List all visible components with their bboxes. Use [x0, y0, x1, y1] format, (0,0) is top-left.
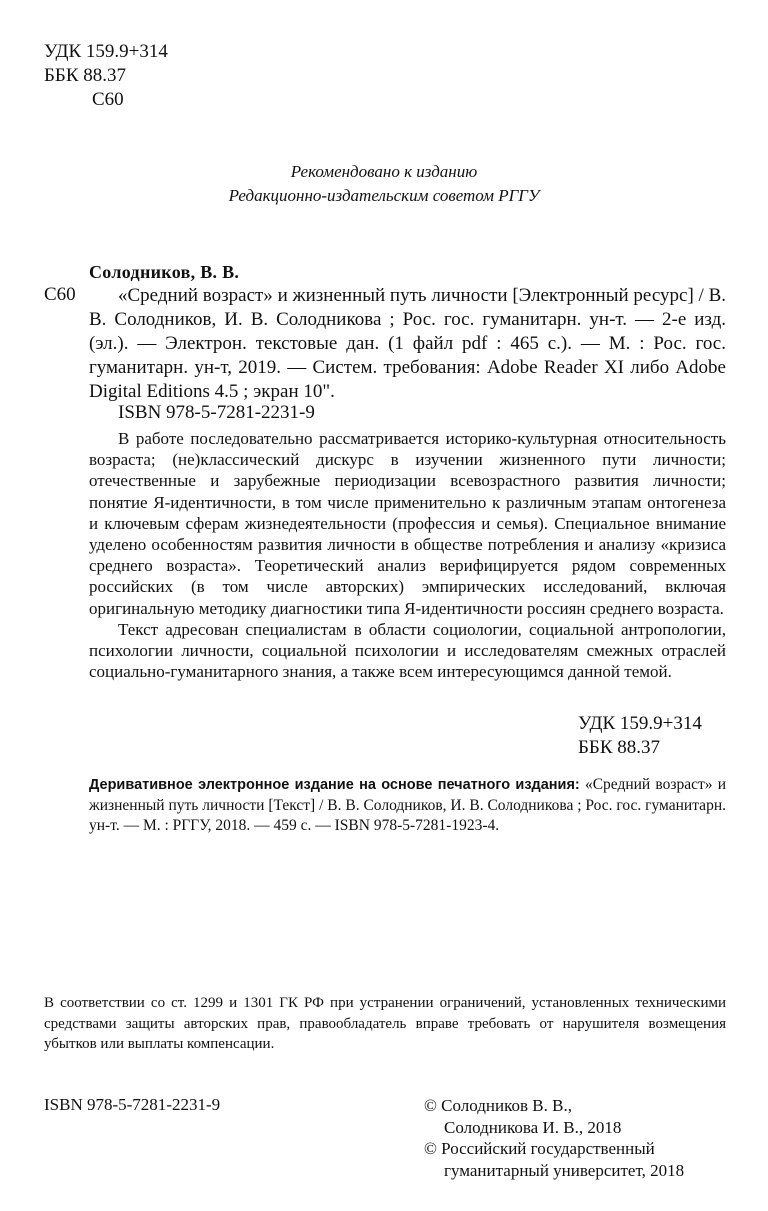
recommendation-line-2: Редакционно-издательским советом РГГУ	[228, 186, 540, 205]
footer-isbn: ISBN 978-5-7281-2231-9	[44, 1095, 221, 1114]
bbk-code: ББК 88.37	[44, 65, 126, 86]
copyright-university-cont: гуманитарный университет, 2018	[444, 1160, 685, 1180]
copyright-university: © Российский государственный	[424, 1139, 655, 1158]
catalog-cipher: С60	[44, 284, 76, 305]
derivative-lead: Деривативное электронное издание на основе печатного издания:	[89, 777, 580, 793]
copyright-authors: © Солодников В. В.,	[424, 1096, 572, 1115]
catalog-isbn: ISBN 978-5-7281-2231-9	[118, 402, 315, 423]
copyright-authors-cont: Солодникова И. В., 2018	[444, 1117, 622, 1137]
derivative-edition-note	[89, 775, 726, 837]
bbk-code-repeat: ББК 88.37	[578, 737, 660, 758]
copyright-block	[424, 1095, 684, 1181]
catalog-author: Солодников, В. В.	[89, 262, 240, 282]
catalog-description-text: «Средний возраст» и жизненный путь личности [Электронный ресурс] / В. В. Солодников, И. В. Солодникова ; Рос. гос. гуманитарн. ун-т. — 2-е изд. (эл.). — Электрон. текстовые дан. (1 файл pdf : 465 с.). — М. : Рос. гос. гуманитарн. ун-т, 2019. — Систем. требования: Adobe Reader XI либо Adobe Digital Editions 4.5 ; экран 10".	[89, 285, 726, 402]
abstract	[89, 428, 726, 682]
top-classification-codes	[44, 40, 168, 112]
derivative-text: «Средний возраст» и жизненный путь личности [Текст] / В. В. Солодников, И. В. Солодникова ; Рос. гос. гуманитарн. ун-т. — М. : РГГУ, 2018. — 459 с. — ISBN 978-5-7281-1923-4.	[89, 776, 726, 834]
recommendation-line-1: Рекомендовано к изданию	[290, 162, 478, 181]
legal-notice: В соответствии со ст. 1299 и 1301 ГК РФ при устранении ограничений, установленных техническими средствами защиты авторских прав, правообладатель вправе требовать от нарушителя возмещения убытков или выплаты компенсации.	[44, 995, 726, 1052]
publication-recommendation	[0, 160, 768, 208]
bottom-classification-codes	[578, 712, 702, 760]
abstract-paragraph-2: Текст адресован специалистам в области социологии, социальной антропологии, психологии личности, социальной психологии и исследователям смежных отраслей социально-гуманитарного знания, а также всем интересующимся данной темой.	[89, 619, 726, 682]
catalog-description	[89, 284, 726, 404]
author-cipher: С60	[92, 89, 124, 110]
udk-code: УДК 159.9+314	[44, 41, 168, 62]
udk-code-repeat: УДК 159.9+314	[578, 713, 702, 734]
abstract-paragraph-1: В работе последовательно рассматривается историко-культурная относительность возраста; (не)классический дискурс в изучении жизненного пути личности; отечественные и зарубежные периодизации всевозрастного развития личности; понятие Я-идентичности, в том числе применительно к различным этапам онтогенеза и ключевым сферам жизнедеятельности (профессия и семья). Специальное внимание уделено особенностям развития личности в обществе потребления и анализу «кризиса среднего возраста». Теоретический анализ верифицируется рядом современных российских (в том числе авторских) эмпирических исследований, включая оригинальную методику диагностики типа Я-идентичности россиян среднего возраста.	[89, 429, 726, 618]
